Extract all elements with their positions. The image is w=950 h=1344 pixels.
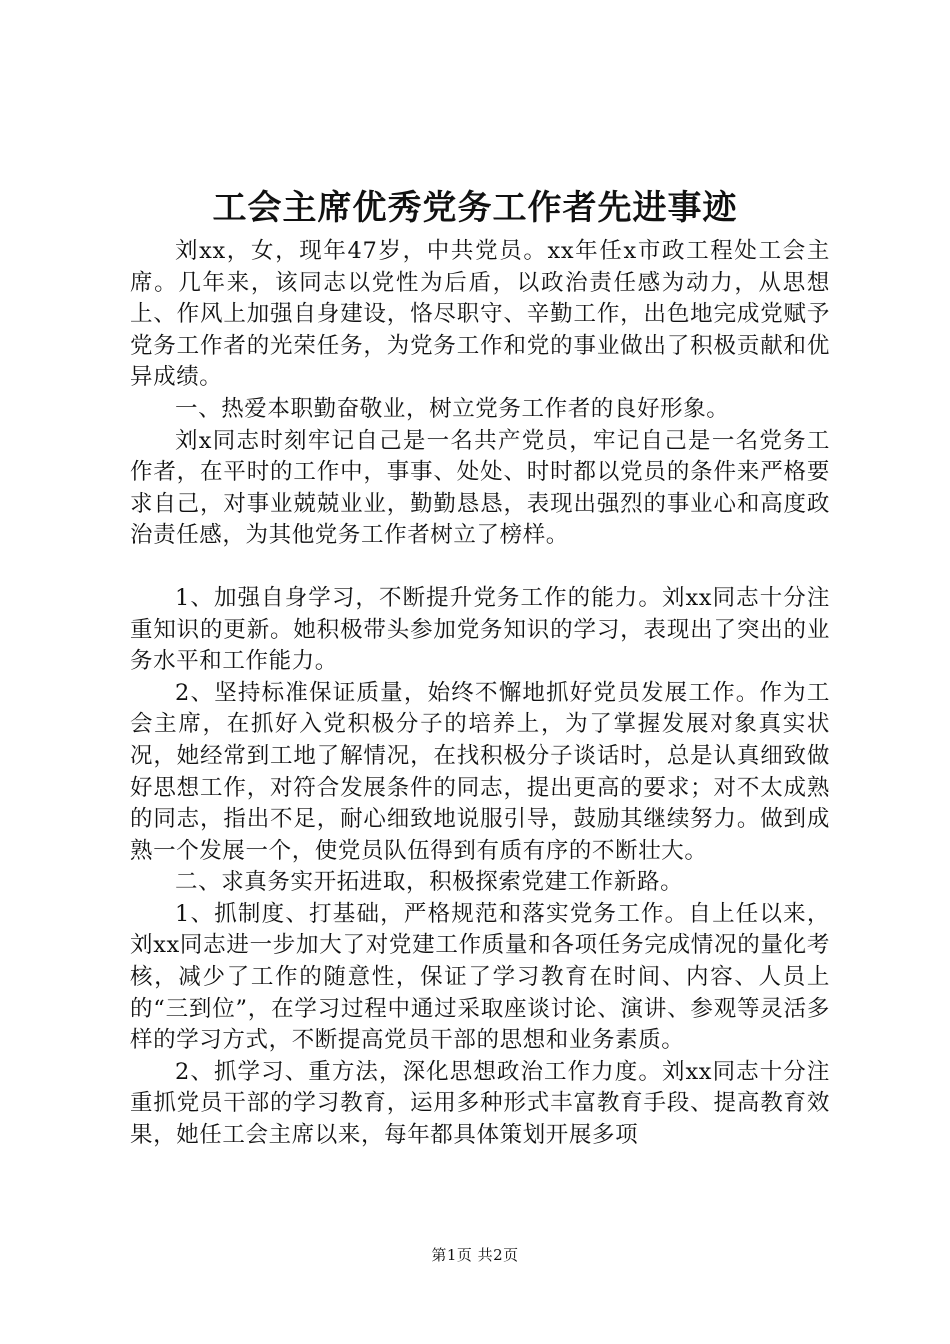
section-heading-1: 一、热爱本职勤奋敬业，树立党务工作者的良好形象。 [175, 395, 730, 422]
paragraph-role-model: 刘x同志时刻牢记自己是一名共产党员，牢记自己是一名党务工作者，在平时的工作中，事事、处处、时时都以党员的条件来严格要求自己，对事业兢兢业业，勤勤恳恳，表现出强烈的事业心和高度政治责任感，为其他党务工作者树立了榜样。 [130, 427, 830, 549]
document-body [130, 236, 830, 1152]
paragraph-item-1-2: 2、坚持标准保证质量，始终不懈地抓好党员发展工作。作为工会主席，在抓好入党积极分子的培养上，为了掌握发展对象真实状况，她经常到工地了解情况，在找积极分子谈话时，总是认真细致做好思想工作，对符合发展条件的同志，提出更高的要求；对不太成熟的同志，指出不足，耐心细致地说服引导，鼓励其继续努力。做到成熟一个发展一个，使党员队伍得到有质有序的不断壮大。 [130, 679, 830, 864]
paragraph-item-1-1: 1、加强自身学习，不断提升党务工作的能力。刘xx同志十分注重知识的更新。她积极带头参加党务知识的学习，表现出了突出的业务水平和工作能力。 [130, 584, 830, 675]
paragraph-intro: 刘xx，女，现年47岁，中共党员。xx年任x市政工程处工会主席。几年来，该同志以党性为后盾，以政治责任感为动力，从思想上、作风上加强自身建设，恪尽职守、辛勤工作，出色地完成党赋予党务工作者的光荣任务，为党务工作和党的事业做出了积极贡献和优异成绩。 [130, 238, 830, 391]
paragraph-item-2-2: 2、抓学习、重方法，深化思想政治工作力度。刘xx同志十分注重抓党员干部的学习教育，运用多种形式丰富教育手段、提高教育效果，她任工会主席以来，每年都具体策划开展多项 [130, 1058, 830, 1149]
document-title: 工会主席优秀党务工作者先进事迹 [212, 188, 738, 228]
page-number: 第1页 共2页 [431, 1246, 519, 1264]
paragraph-gap [130, 552, 830, 583]
section-heading-2: 二、求真务实开拓进取，积极探索党建工作新路。 [175, 869, 684, 896]
paragraph-item-2-1: 1、抓制度、打基础，严格规范和落实党务工作。自上任以来，刘xx同志进一步加大了对党建工作质量和各项任务完成情况的量化考核，减少了工作的随意性，保证了学习教育在时间、内容、人员上的“三到位”，在学习过程中通过采取座谈讨论、演讲、参观等灵活多样的学习方式，不断提高党员干部的思想和业务素质。 [130, 900, 830, 1054]
